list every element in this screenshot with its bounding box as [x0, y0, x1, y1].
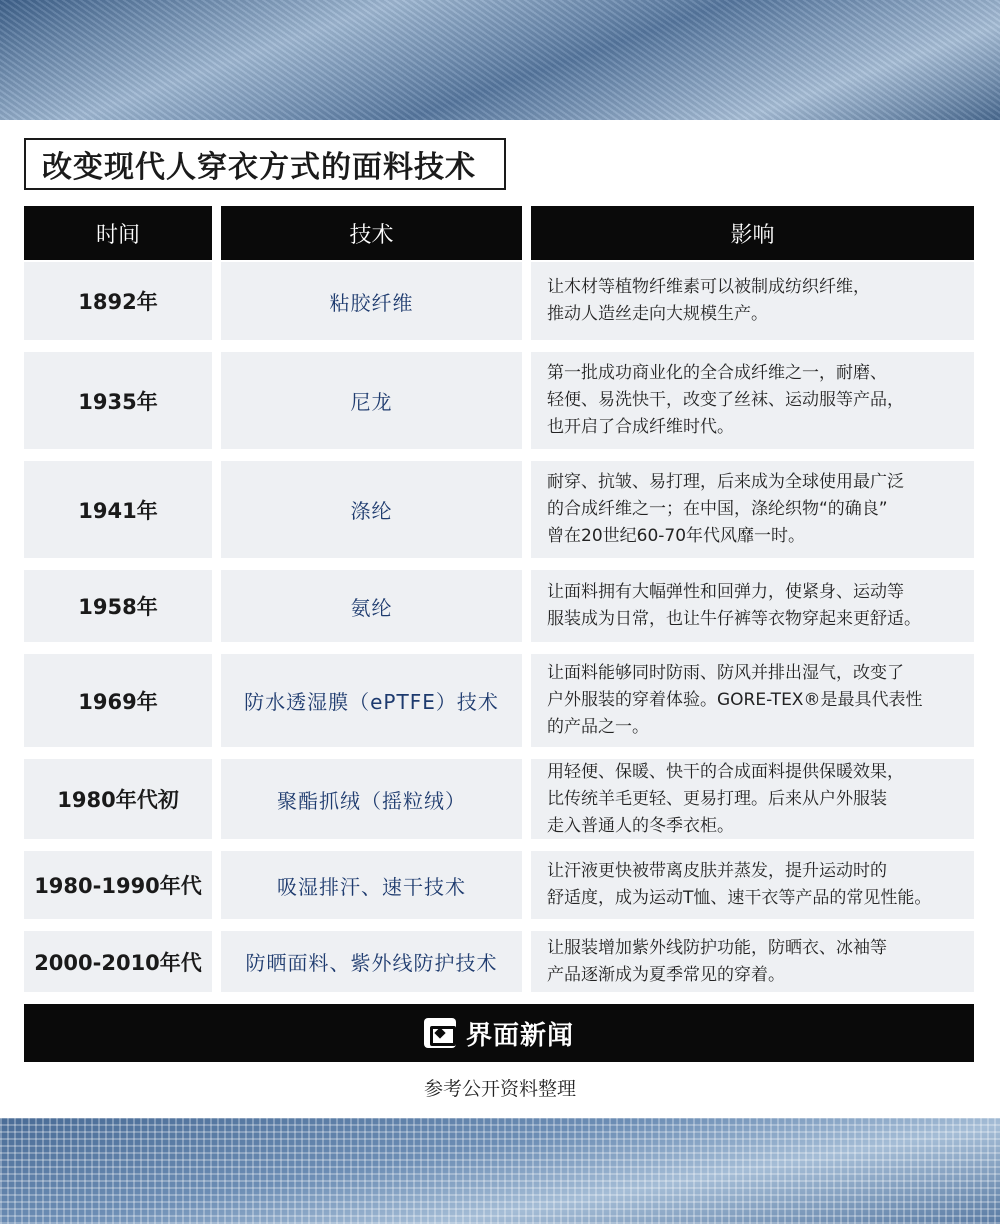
header-tech: 技术	[221, 206, 522, 260]
table-cell-time: 1980年代初	[24, 759, 212, 839]
brand-name: 界面新闻	[465, 1020, 574, 1051]
impact-line: 产品逐渐成为夏季常见的穿着。	[547, 964, 785, 985]
impact-line: 让面料能够同时防雨、防风并排出湿气，改变了	[547, 663, 904, 683]
table-cell-impact	[531, 262, 974, 340]
table-cell-impact	[531, 352, 974, 449]
table-cell-tech: 粘胶纤维	[221, 262, 522, 340]
page-title: 改变现代人穿衣方式的面料技术	[24, 138, 506, 190]
table-cell-tech: 涤纶	[221, 461, 522, 558]
table-cell-impact	[531, 931, 974, 992]
brand-bar	[24, 1004, 974, 1062]
table-cell-time: 2000-2010年代	[24, 931, 212, 992]
header-impact: 影响	[531, 206, 974, 260]
brand-logo-icon	[424, 1018, 456, 1048]
impact-line: 户外服装的穿着体验。GORE-TEX®是最具代表性	[547, 690, 923, 710]
table-cell-impact	[531, 759, 974, 839]
impact-line: 第一批成功商业化的全合成纤维之一，耐磨、	[547, 363, 887, 383]
source-note: 参考公开资料整理	[423, 1078, 576, 1100]
denim-background-top	[0, 0, 1000, 122]
impact-line: 舒适度，成为运动T恤、速干衣等产品的常见性能。	[547, 888, 932, 908]
impact-line: 让面料拥有大幅弹性和回弹力，使紧身、运动等	[547, 582, 904, 602]
impact-line: 的产品之一。	[547, 717, 649, 737]
table-cell-time: 1935年	[24, 352, 212, 449]
table-cell-tech: 吸湿排汗、速干技术	[221, 851, 522, 919]
impact-line: 比传统羊毛更轻、更易打理。后来从户外服装	[547, 788, 887, 809]
impact-line: 的合成纤维之一；在中国，涤纶织物“的确良”	[547, 499, 888, 519]
impact-line: 轻便、易洗快干，改变了丝袜、运动服等产品，	[547, 390, 904, 410]
content-panel	[0, 120, 1000, 1118]
impact-line: 也开启了合成纤维时代。	[547, 417, 734, 437]
impact-line: 服装成为日常，也让牛仔裤等衣物穿起来更舒适。	[547, 609, 921, 629]
table-cell-tech: 聚酯抓绒（摇粒绒）	[221, 759, 522, 839]
table-cell-time: 1969年	[24, 654, 212, 747]
impact-line: 推动人造丝走向大规模生产。	[547, 304, 768, 324]
impact-line: 曾在20世纪60-70年代风靡一时。	[547, 526, 806, 546]
impact-line: 让服装增加紫外线防护功能，防晒衣、冰袖等	[547, 937, 887, 958]
table-cell-time: 1958年	[24, 570, 212, 642]
table-cell-time: 1941年	[24, 461, 212, 558]
header-time: 时间	[24, 206, 212, 260]
table-cell-time: 1892年	[24, 262, 212, 340]
table-cell-impact	[531, 570, 974, 642]
impact-line: 耐穿、抗皱、易打理，后来成为全球使用最广泛	[547, 472, 904, 492]
impact-line: 让汗液更快被带离皮肤并蒸发，提升运动时的	[547, 861, 887, 881]
table-cell-tech: 防晒面料、紫外线防护技术	[221, 931, 522, 992]
denim-background-bottom	[0, 1118, 1000, 1224]
table-cell-impact	[531, 461, 974, 558]
table-cell-tech: 防水透湿膜（ePTFE）技术	[221, 654, 522, 747]
table-cell-tech: 尼龙	[221, 352, 522, 449]
table-cell-tech: 氨纶	[221, 570, 522, 642]
impact-line: 让木材等植物纤维素可以被制成纺织纤维，	[547, 277, 870, 297]
table-cell-impact	[531, 654, 974, 747]
impact-line: 用轻便、保暖、快干的合成面料提供保暖效果，	[547, 761, 904, 782]
table-cell-time: 1980-1990年代	[24, 851, 212, 919]
impact-line: 走入普通人的冬季衣柜。	[547, 815, 734, 836]
table-cell-impact	[531, 851, 974, 919]
